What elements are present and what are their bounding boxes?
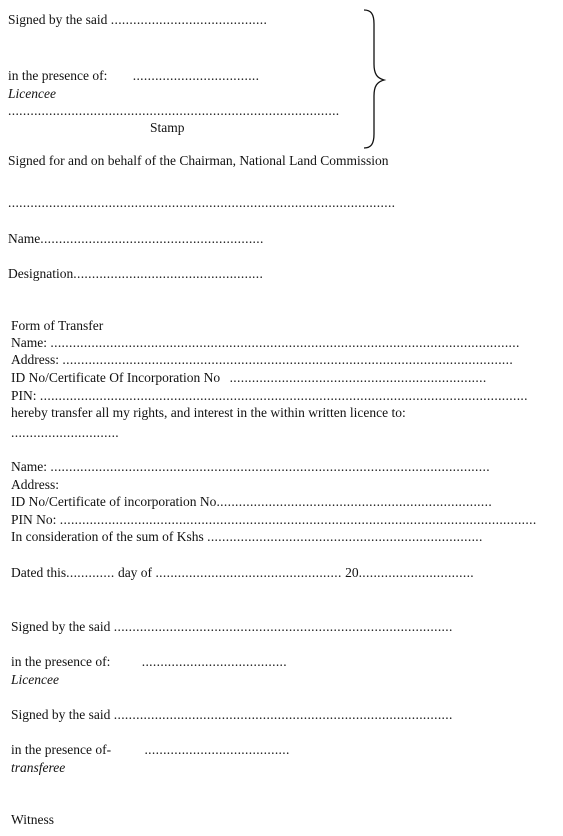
day-of-label: day of: [117, 565, 153, 580]
transferor-id-line: [11, 370, 487, 386]
dated-line: [11, 565, 474, 581]
transferee-pin-dots: ................................................................................................................................: [59, 512, 537, 527]
form-of-transfer-heading: Form of Transfer: [11, 318, 104, 333]
transferor-pin-line: [11, 388, 528, 404]
name-label: Name: [8, 231, 41, 246]
name-dots: ............................................................: [40, 231, 264, 246]
transferor-address-label: Address:: [11, 352, 59, 367]
commission-designation-line: [8, 266, 263, 282]
dated-year-dots: ...............................: [358, 565, 475, 580]
transferee-id-dots: ..........................................................................: [216, 494, 493, 509]
year-prefix: 20: [345, 565, 359, 580]
dated-month-dots: ..................................................: [155, 565, 342, 580]
consideration-label: In consideration of the sum of Kshs: [11, 529, 204, 544]
presence-label-1: in the presence of:: [11, 654, 111, 669]
transferor-id-dots: .....................................................................: [229, 370, 487, 385]
transferor-pin-dots: ...................................................................................................................................: [39, 388, 528, 403]
transferor-pin-label: PIN:: [11, 388, 37, 403]
transferor-name-dots: ..............................................................................................................................: [50, 335, 520, 350]
signed-by-dots-1: ...........................................................................................: [113, 619, 453, 634]
transferee-id-line: [11, 494, 492, 510]
transferee-name-dots: ......................................................................................................................: [50, 459, 490, 474]
transferee-address-label: Address:: [11, 477, 59, 492]
dated-day-dots: .............: [66, 565, 115, 580]
transferee-pin-line: [11, 512, 537, 528]
transferee-pin-label: PIN No:: [11, 512, 57, 527]
signature-dots: ..........................................: [110, 12, 268, 27]
signed-by-label-2: Signed by the said: [11, 707, 111, 722]
signed-by-label-1: Signed by the said: [11, 619, 111, 634]
presence-dots: ..................................: [132, 68, 260, 83]
designation-label: Designation: [8, 266, 74, 281]
transferor-name-label: Name:: [11, 335, 47, 350]
licencee-label-bottom: Licencee: [11, 672, 59, 687]
transferee-label: transferee: [11, 760, 66, 775]
presence-line-1: [11, 654, 287, 670]
transferor-address-dots: .........................................................................................................................: [62, 352, 514, 367]
transferor-name-line: [11, 335, 520, 351]
transferee-name-label: Name:: [11, 459, 47, 474]
transferor-id-label: ID No/Certificate Of Incorporation No: [11, 370, 221, 385]
designation-dots: ...................................................: [73, 266, 264, 281]
signed-by-label: Signed by the said: [8, 12, 108, 27]
signed-for-commission: Signed for and on behalf of the Chairman, National Land Commission: [8, 153, 389, 168]
transfer-statement: hereby transfer all my rights, and interest in the within written licence to:: [11, 405, 406, 420]
curly-brace: [362, 8, 390, 150]
presence-dots-2: .......................................: [144, 742, 290, 757]
consideration-line: [11, 529, 483, 545]
signed-by-dots-2: ...........................................................................................: [113, 707, 453, 722]
transferee-blank-dots: .............................: [11, 425, 120, 440]
witness-label: Witness: [11, 812, 54, 827]
consideration-dots: ..........................................................................: [207, 529, 483, 544]
presence-label: in the presence of:: [8, 68, 108, 83]
commission-signature-dots: ........................................................................................................: [8, 195, 396, 210]
stamp-label: Stamp: [150, 120, 185, 135]
commission-name-line: [8, 231, 264, 247]
dated-this-label: Dated this: [11, 565, 67, 580]
signed-by-line-top: [8, 12, 267, 28]
signed-by-line-1: [11, 619, 453, 635]
presence-label-2: in the presence of-: [11, 742, 112, 757]
stamp-dots: .........................................................................................: [8, 103, 340, 118]
presence-line-top: [8, 68, 259, 84]
presence-line-2: [11, 742, 290, 758]
signed-by-line-2: [11, 707, 453, 723]
transferee-id-label: ID No/Certificate of incorporation No: [11, 494, 217, 509]
licencee-label-top: Licencee: [8, 86, 56, 101]
presence-dots-1: .......................................: [141, 654, 287, 669]
transferor-address-line: [11, 352, 513, 368]
transferee-name-line: [11, 459, 490, 475]
